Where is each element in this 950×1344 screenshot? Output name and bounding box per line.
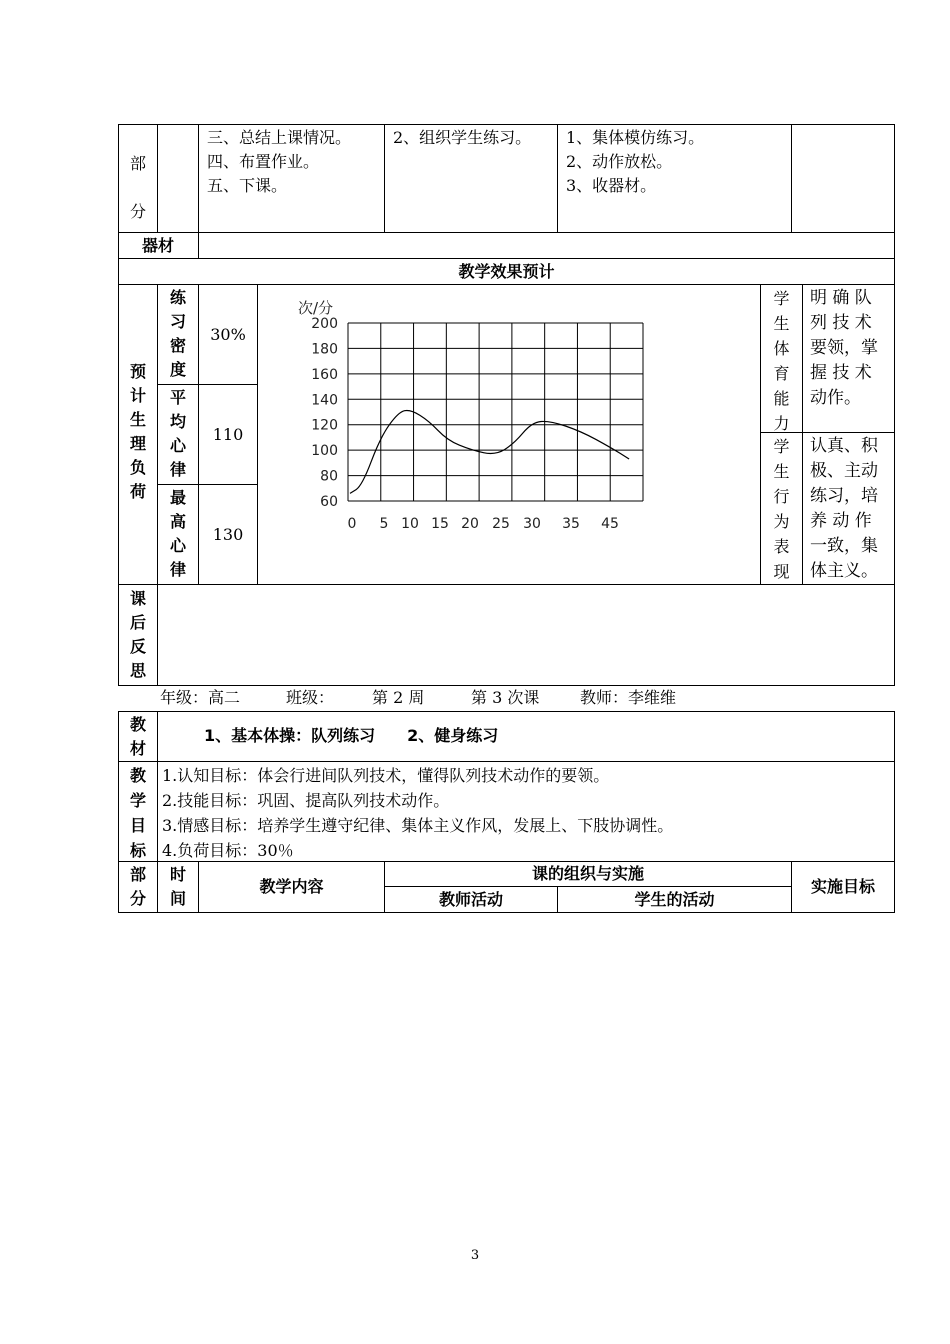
load-label: 预 计 生 理 负 荷	[129, 362, 146, 501]
y-tick-label: 140	[311, 392, 338, 409]
y-tick-label: 80	[320, 468, 338, 485]
x-tick-label: 5	[379, 516, 389, 532]
x-tick-label: 25	[492, 516, 510, 532]
metric-average-label: 平 均 心 律	[169, 388, 186, 479]
header-content: 教学内容	[259, 877, 324, 896]
teacher-info: 教师：李维维	[580, 688, 677, 707]
y-tick-label: 200	[311, 316, 338, 332]
teacher-activity: 2、组织学生练习。	[393, 128, 532, 147]
goals-list	[162, 763, 892, 863]
goal-cognitive: 1.认知目标：体会行进间队列技术，懂得队列技术动作的要领。	[162, 766, 610, 785]
ability-text: 明 确 队 列 技 术 要领，掌 握 技 术 动作。	[810, 288, 878, 408]
ability-label: 学 生 体 育 能 力	[773, 289, 790, 433]
chart-series	[350, 410, 629, 493]
section-label: 部 分	[129, 154, 146, 221]
goal-affective: 3.情感目标：培养学生遵守纪律、集体主义作风，发展上、下肢协调性。	[162, 816, 674, 835]
header-time: 时 间	[169, 865, 186, 908]
effect-title: 教学效果预计	[458, 261, 555, 281]
x-tick-label: 0	[347, 516, 357, 532]
y-tick-label: 100	[311, 443, 338, 460]
y-tick-label: 180	[311, 341, 338, 358]
metric-average-value: 110	[212, 425, 244, 444]
goals-label: 教 学 目 标	[129, 766, 146, 860]
student-activity: 1、集体模仿练习。 2、动作放松。 3、收器材。	[566, 128, 705, 195]
lesson-content: 三、总结上课情况。 四、布置作业。 五、下课。	[207, 128, 352, 195]
y-tick-label: 120	[311, 417, 338, 434]
header-target: 实施目标	[810, 877, 875, 896]
lesson-count-info: 第 3 次课	[471, 688, 540, 707]
x-tick-label: 30	[523, 516, 541, 532]
heart-rate-series-line	[350, 410, 629, 493]
material-label: 教 材	[129, 715, 146, 758]
x-tick-label: 35	[562, 516, 580, 532]
metric-density-value: 30%	[210, 325, 246, 344]
goal-load: 4.负荷目标：30％	[162, 841, 294, 860]
x-tick-label: 20	[461, 516, 479, 532]
class-info: 班级：	[286, 688, 335, 707]
x-tick-label: 45	[601, 516, 619, 532]
y-tick-label: 60	[320, 494, 338, 510]
header-section: 部 分	[129, 865, 146, 908]
x-tick-label: 15	[431, 516, 449, 532]
grade-info: 年级：高二	[160, 688, 241, 707]
heart-rate-chart	[258, 285, 760, 584]
header-organization: 课的组织与实施	[531, 864, 644, 883]
material-text: 1、基本体操：队列练习 2、健身练习	[204, 726, 499, 745]
lesson-info-line	[160, 686, 860, 710]
equipment-label: 器材	[141, 235, 174, 255]
header-student-activity: 学生的活动	[634, 889, 715, 909]
behavior-label: 学 生 行 为 表 现	[773, 437, 790, 581]
y-axis-label: 次/分	[298, 299, 334, 317]
y-tick-label: 160	[311, 366, 338, 383]
page-number: 3	[470, 1248, 480, 1263]
goal-skill: 2.技能目标：巩固、提高队列技术动作。	[162, 791, 450, 810]
metric-density-label: 练 习 密 度	[169, 288, 186, 379]
behavior-text: 认真、积 极、主动 练习，培 养 动 作 一致，集 体主义。	[810, 436, 878, 581]
header-teacher-activity: 教师活动	[438, 889, 503, 909]
reflection-label: 课 后 反 思	[129, 589, 146, 680]
x-tick-label: 10	[401, 516, 419, 532]
metric-max-label: 最 高 心 律	[169, 488, 186, 579]
metric-max-value: 130	[212, 525, 244, 544]
chart-grid	[348, 323, 643, 501]
week-info: 第 2 周	[372, 688, 425, 707]
